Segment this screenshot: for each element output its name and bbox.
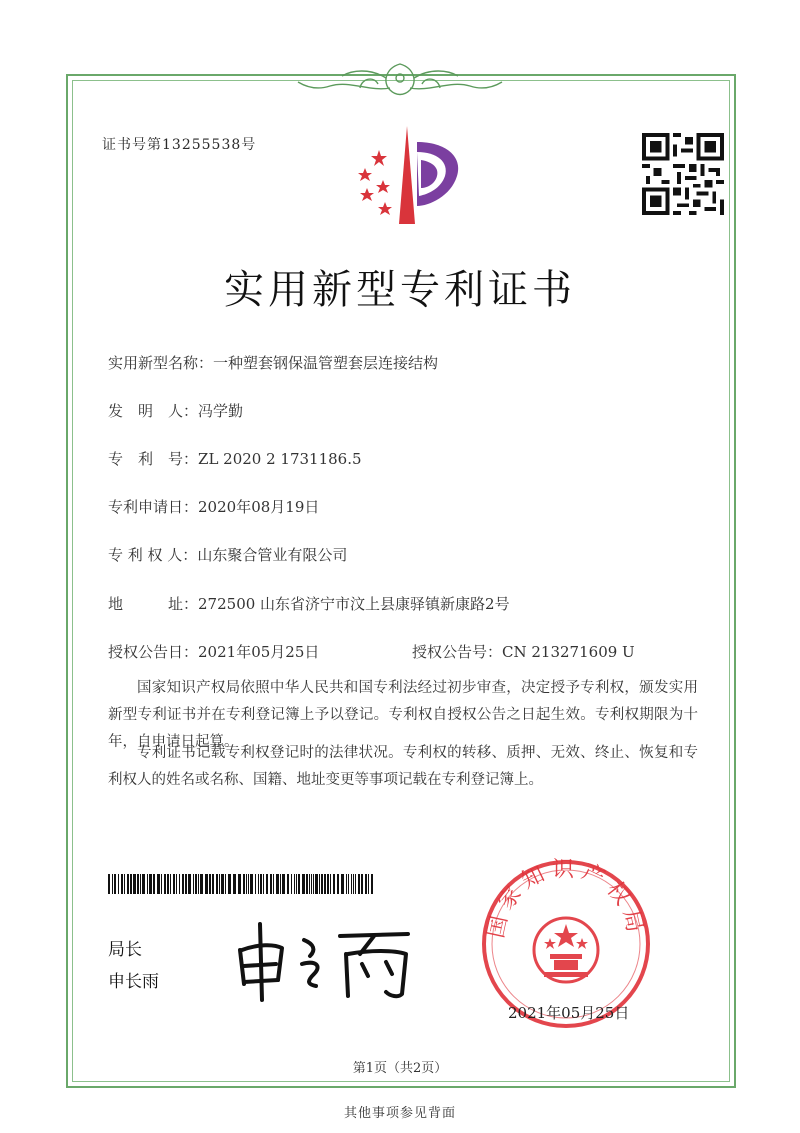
barcode-bar [221, 874, 224, 894]
barcode-bar [179, 874, 180, 894]
barcode-bar [127, 874, 129, 894]
application-date-field [108, 496, 319, 517]
barcode-bar [188, 874, 191, 894]
patentee-label: 专 利 权 人： [108, 546, 198, 564]
barcode-bar [212, 874, 214, 894]
barcode-bar [255, 874, 256, 894]
barcode-bar [114, 874, 116, 894]
patentee-value: 山东聚合管业有限公司 [197, 546, 348, 564]
barcode-bar [124, 874, 125, 894]
barcode-bar [270, 874, 272, 894]
barcode-bar [137, 874, 139, 894]
barcode-bar [258, 874, 259, 894]
barcode-bar [250, 874, 253, 894]
barcode-bar [368, 874, 369, 894]
top-ornament-icon [290, 58, 510, 102]
inventor-field [108, 400, 243, 421]
certificate-number: 证书号第13255538号 [102, 137, 257, 153]
barcode-bar [365, 874, 367, 894]
barcode-bar [112, 874, 113, 894]
barcode-bar [118, 874, 119, 894]
publication-number-value: CN 213271609 U [502, 643, 635, 661]
barcode-bar [176, 874, 177, 894]
barcode-bar [228, 874, 231, 894]
barcode-bar [173, 874, 175, 894]
barcode-bar [142, 874, 145, 894]
barcode-bar [319, 874, 320, 894]
barcode-bar [108, 874, 110, 894]
barcode-bar [170, 874, 171, 894]
barcode-bar [157, 874, 160, 894]
barcode-bar [238, 874, 241, 894]
address-label: 地 址： [108, 595, 199, 613]
publication-number-field [412, 641, 635, 662]
barcode-bar [276, 874, 279, 894]
barcode-bar [282, 874, 285, 894]
barcode-bar [260, 874, 262, 894]
name-label: 实用新型名称： [108, 354, 214, 372]
barcode-bar [200, 874, 203, 894]
barcode-bar [333, 874, 335, 894]
director-title: 局长 [108, 940, 142, 960]
barcode-bar [330, 874, 331, 894]
barcode-bar [161, 874, 162, 894]
patent-number-value: ZL 2020 2 1731186.5 [198, 450, 362, 468]
barcode-bar [246, 874, 247, 894]
barcode-bar [205, 874, 208, 894]
barcode-bar [311, 874, 312, 894]
barcode-bar [225, 874, 226, 894]
barcode-bar [337, 874, 339, 894]
barcode-bar [195, 874, 197, 894]
barcode-bar [351, 874, 352, 894]
patent-number-field [108, 448, 362, 469]
barcode-bar [121, 874, 123, 894]
barcode-bar [321, 874, 323, 894]
utility-model-name-field [108, 352, 438, 373]
barcode-bar [348, 874, 349, 894]
barcode-bar [149, 874, 152, 894]
barcode-bar [140, 874, 141, 894]
barcode-bar [243, 874, 245, 894]
barcode-bar [193, 874, 194, 894]
grant-date-value: 2021年05月25日 [198, 643, 320, 661]
cnipa-logo-icon [345, 122, 465, 226]
barcode-bar [306, 874, 308, 894]
barcode-bar [324, 874, 326, 894]
barcode-bar [315, 874, 318, 894]
barcode-bar [353, 874, 354, 894]
barcode-bar [358, 874, 360, 894]
barcode-bar [327, 874, 329, 894]
grant-date-field [108, 641, 319, 662]
page-number: 第1页（共2页） [352, 1061, 448, 1076]
patentee-field [108, 544, 347, 565]
seal-text: 国家知识产权局 [483, 858, 649, 941]
barcode-bar [153, 874, 155, 894]
legal-status-paragraph: 专利证书记载专利权登记时的法律状况。专利权的转移、质押、无效、终止、恢复和专利权人的姓名或名称、国籍、地址变更等事项记载在专利登记簿上。 [108, 745, 698, 788]
barcode-bar [198, 874, 199, 894]
barcode-bar [185, 874, 187, 894]
barcode-bar [296, 874, 297, 894]
publication-number-label: 授权公告号： [412, 643, 503, 661]
barcode-bar [313, 874, 314, 894]
barcode-bar [233, 874, 236, 894]
patent-number-label: 专 利 号： [108, 450, 199, 468]
qr-code-icon [642, 133, 724, 215]
application-date-value: 2020年08月19日 [198, 498, 320, 516]
barcode-bar [355, 874, 356, 894]
barcode-bar [130, 874, 132, 894]
barcode-bar [133, 874, 136, 894]
barcode-bar [294, 874, 295, 894]
application-date-label: 专利申请日： [108, 498, 199, 516]
barcode-bar [164, 874, 166, 894]
grant-date-label: 授权公告日： [108, 643, 199, 661]
director-signature-icon [230, 910, 420, 1002]
barcode-bar [346, 874, 347, 894]
director-name: 申长雨 [108, 972, 159, 992]
barcode-bar [266, 874, 268, 894]
address-value: 272500 山东省济宁市汶上县康驿镇新康路2号 [198, 595, 510, 613]
issue-date: 2021年05月25日 [508, 1004, 630, 1022]
barcode-bar [182, 874, 184, 894]
name-value: 一种塑套钢保温管塑套层连接结构 [213, 354, 439, 372]
grant-statement-paragraph: 国家知识产权局依照中华人民共和国专利法经过初步审查，决定授予专利权，颁发实用新型专利证书并在专利登记簿上予以登记。专利权自授权公告之日起生效。专利权期限为十年，自申请日起算。 [108, 680, 698, 750]
barcode-bar [302, 874, 305, 894]
barcode-bar [287, 874, 289, 894]
barcode-bar [147, 874, 148, 894]
barcode-bar [371, 874, 373, 894]
inventor-value: 冯学勤 [198, 402, 244, 420]
barcode-icon [108, 874, 376, 894]
barcode-bar [216, 874, 218, 894]
barcode-bar [291, 874, 292, 894]
barcode-bar [263, 874, 264, 894]
certificate-title: 实用新型专利证书 [224, 267, 576, 313]
footer-note: 其他事项参见背面 [343, 1106, 456, 1121]
barcode-bar [309, 874, 310, 894]
barcode-bar [219, 874, 220, 894]
barcode-bar [167, 874, 169, 894]
barcode-bar [361, 874, 363, 894]
inventor-label: 发 明 人： [108, 402, 199, 420]
barcode-bar [298, 874, 300, 894]
barcode-bar [341, 874, 344, 894]
barcode-bar [280, 874, 281, 894]
barcode-bar [273, 874, 274, 894]
address-field [108, 593, 510, 614]
barcode-bar [209, 874, 211, 894]
barcode-bar [248, 874, 249, 894]
